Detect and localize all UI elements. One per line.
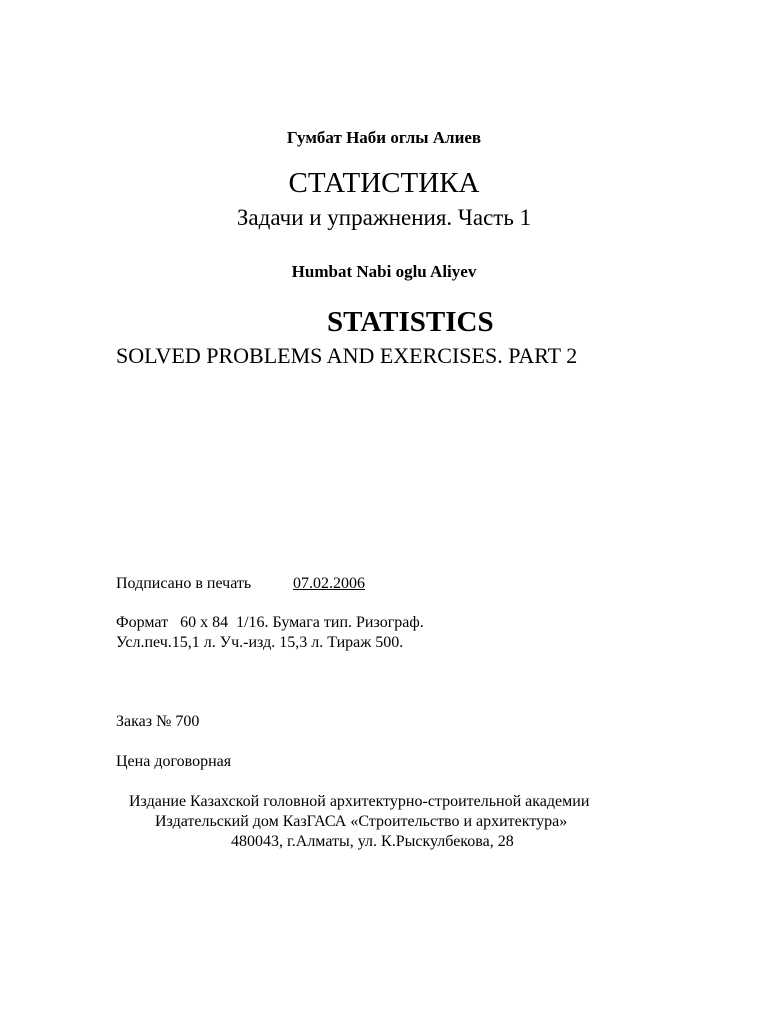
price-line: Цена договорная	[116, 753, 232, 770]
publisher-line-2: Издательский дом КазГАСА «Строительство и архитектура»	[155, 813, 568, 830]
book-title-ru: СТАТИСТИКА	[288, 167, 480, 199]
book-subtitle-ru: Задачи и упражнения. Часть 1	[236, 205, 532, 230]
format-line: Формат 60 х 84 1/16. Бумага тип. Ризограф.	[116, 614, 424, 631]
signed-label: Подписано в печать	[116, 575, 252, 592]
print-run-line: Усл.печ.15,1 л. Уч.-изд. 15,3 л. Тираж 500.	[116, 634, 404, 651]
signed-for-print	[116, 575, 365, 593]
book-title-en: STATISTICS	[327, 306, 494, 338]
publisher-line-1: Издание Казахской головной архитектурно-строительной академии	[129, 793, 590, 810]
author-name-en: Humbat Nabi oglu Aliyev	[291, 262, 477, 281]
author-name-ru: Гумбат Наби оглы Алиев	[286, 128, 482, 147]
signed-date: 07.02.2006	[293, 575, 365, 592]
order-number: Заказ № 700	[116, 713, 200, 730]
publisher-address: 480043, г.Алматы, ул. К.Рыскулбекова, 28	[231, 833, 514, 850]
book-subtitle-en: SOLVED PROBLEMS AND EXERCISES. PART 2	[116, 343, 578, 368]
